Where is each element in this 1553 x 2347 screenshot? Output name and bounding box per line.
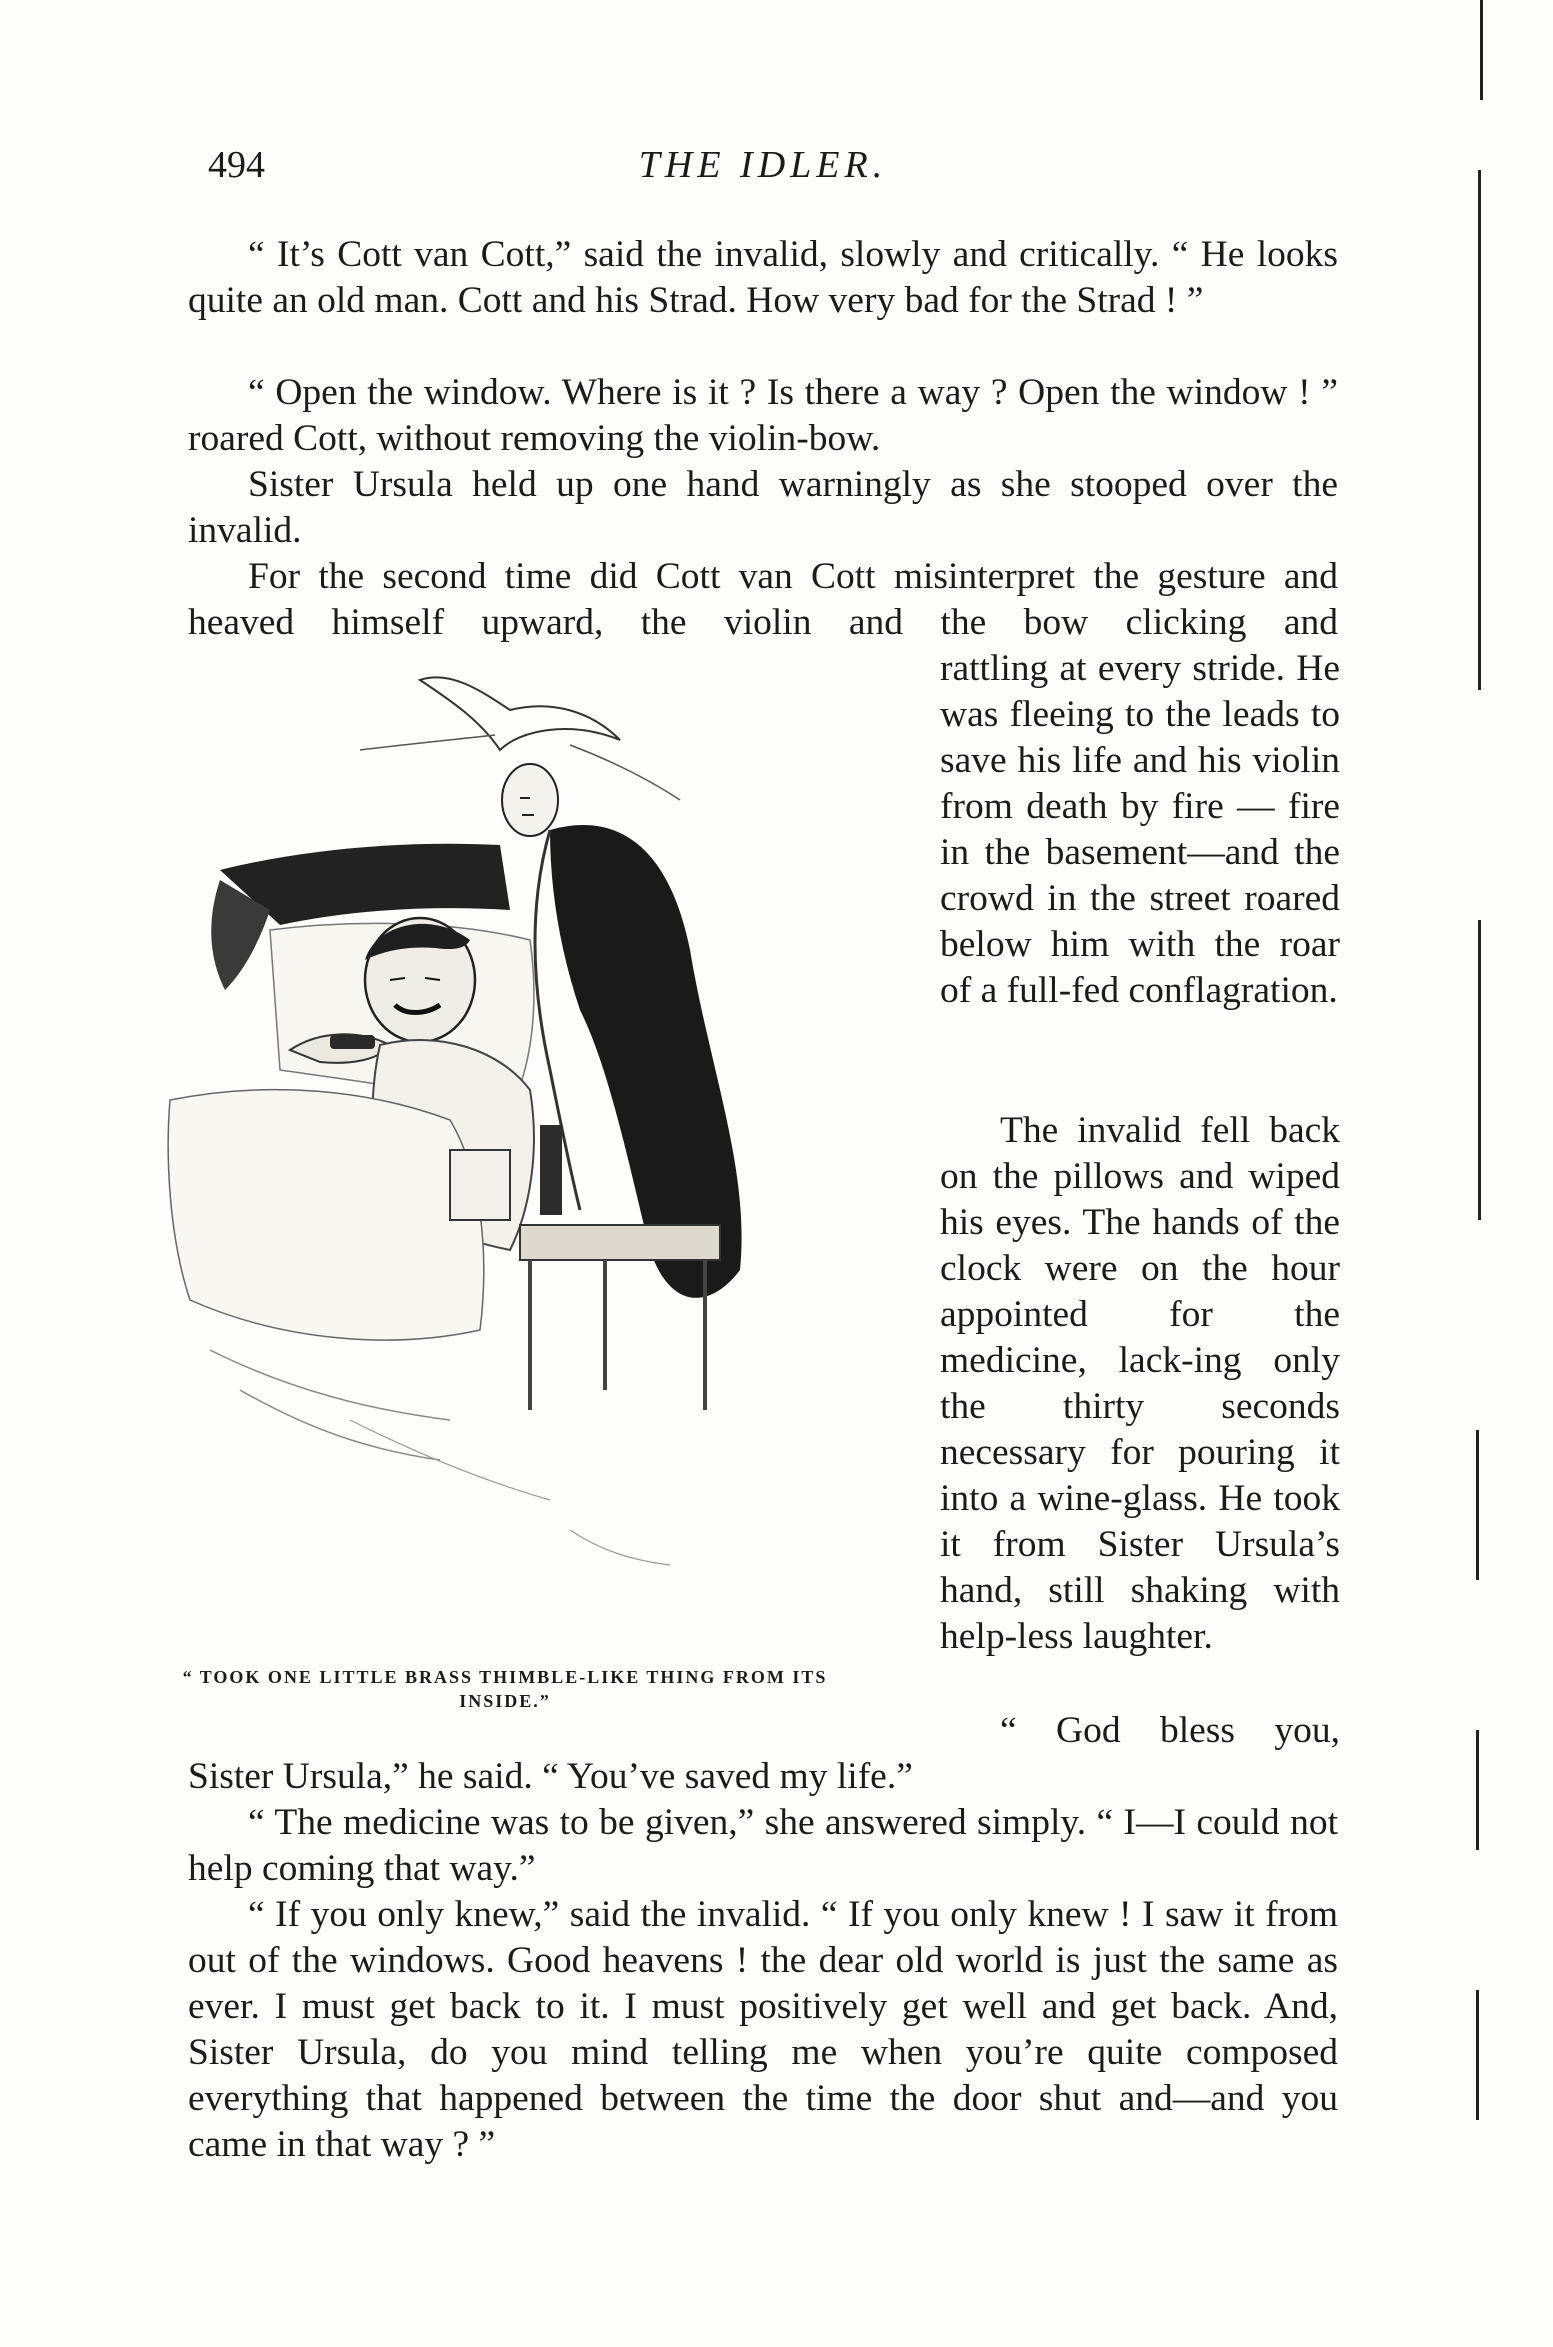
paragraph-4-wrapped: rattling at every stride. He was fleeing to the leads to save his life and his violin from death by fire — fire in the basement—and the crowd in the street roared below him with the roar of a full-fed conflagration. bbox=[940, 648, 1340, 1011]
paragraph-8: “ If you only knew,” said the invalid. “ If you only knew ! I saw it from out of the windows. Good heavens ! the dear old world is just the same as ever. I must get back to it. I must positively get well and get back. And, Sister Ursula, do you mind telling me when you’re quite composed everything that happened between the time the door shut and—and you came in that way ? ” bbox=[188, 1894, 1338, 2165]
scan-edge-mark bbox=[1476, 1730, 1479, 1850]
illustration-caption: “ TOOK ONE LITTLE BRASS THIMBLE-LIKE THING FROM ITS INSIDE.” bbox=[182, 1667, 828, 1711]
scan-edge-mark bbox=[1478, 920, 1481, 1220]
page-header bbox=[188, 143, 1338, 203]
paragraph-6-wrapped: “ God bless you, bbox=[1000, 1710, 1340, 1751]
page-number: 494 bbox=[208, 144, 265, 186]
illustration-drawing bbox=[150, 650, 910, 1650]
paragraph-7: “ The medicine was to be given,” she answered simply. “ I—I could not help coming that way.” bbox=[188, 1802, 1338, 1889]
scan-edge-mark bbox=[1476, 1430, 1479, 1580]
illustration bbox=[150, 650, 910, 1650]
paragraph-4-full-width: For the second time did Cott van Cott misinterpret the gesture and heaved himself upward, the violin and the bow clicking and bbox=[188, 556, 1338, 643]
scan-edge-mark bbox=[1476, 1990, 1479, 2120]
scan-edge-mark bbox=[1480, 0, 1483, 100]
paragraph-3: Sister Ursula held up one hand warningly as she stooped over the invalid. bbox=[188, 464, 1338, 551]
paragraph-2: “ Open the window. Where is it ? Is there a way ? Open the window ! ” roared Cott, without removing the violin-bow. bbox=[188, 372, 1338, 459]
paragraph-1: “ It’s Cott van Cott,” said the invalid, slowly and critically. “ He looks quite an old man. Cott and his Strad. How very bad for the Strad ! ” bbox=[188, 234, 1338, 321]
running-title: THE IDLER. bbox=[638, 144, 888, 186]
paragraph-6-continued: Sister Ursula,” he said. “ You’ve saved my life.” bbox=[188, 1756, 913, 1797]
paragraph-5: The invalid fell back on the pillows and wiped his eyes. The hands of the clock were on the hour appointed for the medicine, lack-ing only the thirty seconds necessary for pouring it into a wine-glass. He took it from Sister Ursula’s hand, still shaking with help-less laughter. bbox=[940, 1110, 1340, 1657]
scan-edge-mark bbox=[1478, 170, 1481, 690]
